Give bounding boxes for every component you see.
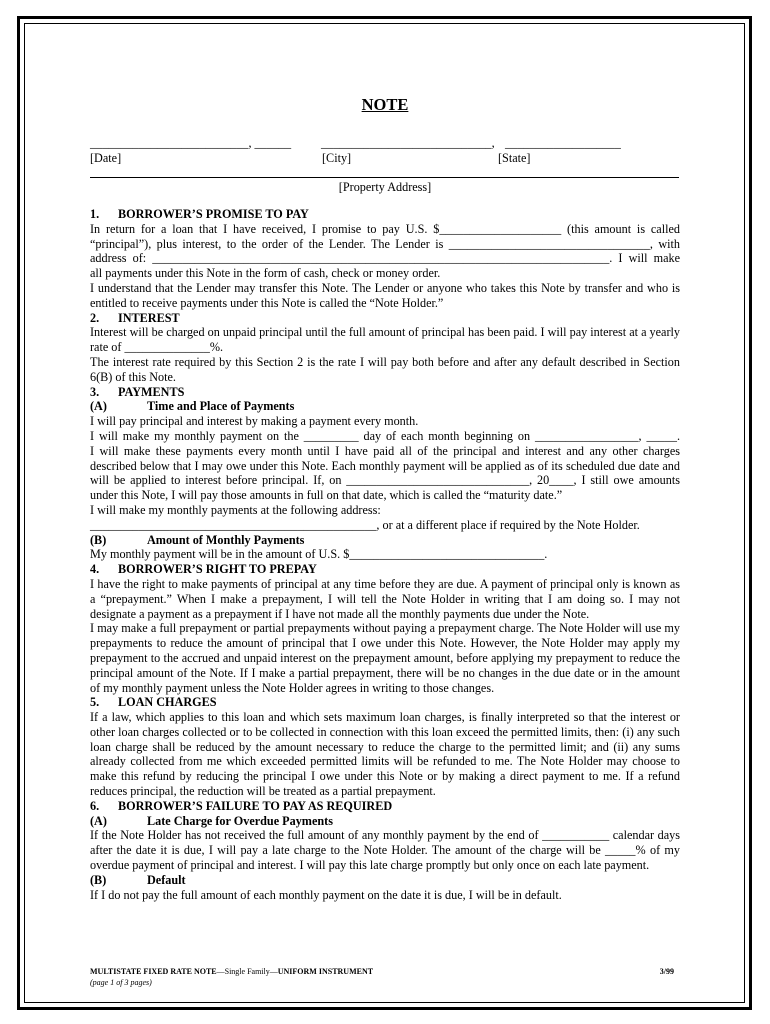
date-blank: __________________________, ______ [90, 136, 292, 150]
city-label: [City] [322, 151, 352, 165]
section-2-paragraph-1: Interest will be charged on unpaid principal until the full amount of principal has been paid. I will pay interest at a yearly rate of ______________%. [90, 325, 680, 355]
page-footer [90, 966, 680, 988]
section-3-paragraph-3: I will make these payments every month until I have paid all of the principal and interest and any other charges described below that I may owe under this Note. Each monthly payment will be applied as of its scheduled due date and will be applied to interest before principal. If, on ______________________________, 20____, I still owe amounts under this Note, I will pay those amounts in full on that date, which is called the “maturity date.” [90, 443, 680, 503]
state-blank: ___________________ [505, 136, 621, 150]
footer-version: 3/99 [659, 967, 674, 976]
section-1-paragraph-1: In return for a loan that I have received, I promise to pay U.S. $____________________ (this amount is called “principal”), plus interest, to the order of the Lender. The Lender is _________________________________, with address of: ___________________________________________________________________________. I will make all payments under this Note in the form of cash, check or money order. [90, 221, 680, 281]
section-6b-heading: (B) Default [90, 872, 186, 887]
section-6-heading: 6. BORROWER’S FAILURE TO PAY AS REQUIRED [90, 798, 393, 813]
document-title: NOTE [361, 95, 409, 114]
section-6a-heading: (A) Late Charge for Overdue Payments [90, 813, 333, 828]
section-6-paragraph-2: If I do not pay the full amount of each monthly payment on the date it is due, I will be in default. [90, 887, 562, 902]
section-3-paragraph-6: My monthly payment will be in the amount of U.S. $________________________________. [90, 547, 548, 562]
state-label: [State] [498, 151, 531, 165]
section-2-paragraph-2: The interest rate required by this Section 2 is the rate I will pay both before and after any default described in Section 6(B) of this Note. [90, 354, 680, 384]
section-2-heading: 2. INTEREST [90, 310, 180, 325]
footer-form-title: MULTISTATE FIXED RATE NOTE—Single Family—UNIFORM INSTRUMENT [90, 967, 374, 976]
section-3-paragraph-5: _______________________________________________, or at a different place if required by the Note Holder. [90, 517, 640, 532]
section-1-heading: 1. BORROWER’S PROMISE TO PAY [90, 207, 309, 221]
section-5-paragraph-1: If a law, which applies to this loan and which sets maximum loan charges, is finally interpreted so that the interest or other loan charges collected or to be collected in connection with this loan exceed the permitted limits, then: (i) any such loan charge shall be reduced by the amount necessary to reduce the charge to the permitted limit; and (ii) any sums already collected from me which exceeded permitted limits will be refunded to me. The Note Holder may choose to make this refund by reducing the principal I owe under this Note or by making a direct payment to me. If a refund reduces principal, the reduction will be treated as a partial prepayment. [90, 710, 680, 799]
section-3b-heading: (B) Amount of Monthly Payments [90, 532, 305, 547]
section-1-paragraph-2: I understand that the Lender may transfer this Note. The Lender or anyone who takes this Note by transfer and who is entitled to receive payments under this Note is called the “Note Holder.” [90, 280, 680, 310]
section-3-heading: 3. PAYMENTS [90, 384, 185, 399]
section-4-paragraph-1: I have the right to make payments of principal at any time before they are due. A payment of principal only is known as a “prepayment.” When I make a prepayment, I will tell the Note Holder in writing that I am doing so. I may not designate a payment as a prepayment if I have not made all the monthly payments due under the Note. [90, 576, 680, 621]
property-address-label: [Property Address] [338, 180, 432, 194]
section-3-paragraph-2: I will make my monthly payment on the _________ day of each month beginning on _________________, _____. [90, 428, 680, 443]
section-4-paragraph-2: I may make a full prepayment or partial prepayments without paying a prepayment charge. The Note Holder will use my prepayments to reduce the amount of principal that I owe under this Note. However, the Note Holder may apply my prepayment to the accrued and unpaid interest on the prepayment amount, before applying my prepayment to reduce the principal amount of the Note. If I make a partial prepayment, there will be no changes in the due date or in the amount of my monthly payment unless the Note Holder agrees in writing to those changes. [90, 621, 680, 695]
section-6-paragraph-1: If the Note Holder has not received the full amount of any monthly payment by the end of ___________ calendar days after the date it is due, I will pay a late charge to the Note Holder. The amount of the charge will be _____% of my overdue payment of principal and interest. I will pay this late charge promptly but only once on each late payment. [90, 828, 680, 873]
section-3a-heading: (A) Time and Place of Payments [90, 399, 295, 414]
property-address-line [90, 177, 679, 178]
city-blank: ____________________________, [321, 136, 495, 150]
date-label: [Date] [90, 151, 122, 165]
section-3-paragraph-4: I will make my monthly payments at the following address: [90, 502, 381, 517]
section-4-heading: 4. BORROWER’S RIGHT TO PREPAY [90, 562, 317, 577]
section-5-heading: 5. LOAN CHARGES [90, 695, 217, 710]
footer-page-info: (page 1 of 3 pages) [90, 978, 152, 987]
note-body [90, 207, 680, 902]
section-3-paragraph-1: I will pay principal and interest by making a payment every month. [90, 414, 419, 429]
